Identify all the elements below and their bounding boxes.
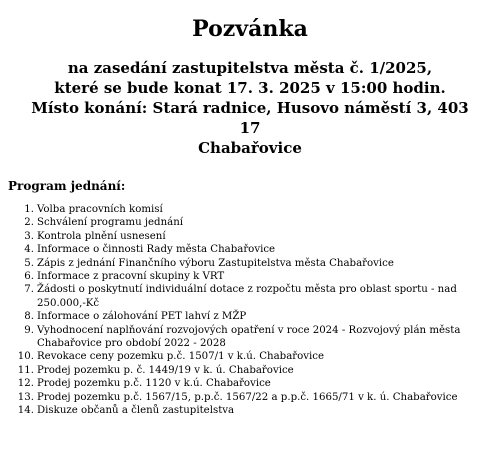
agenda-item-number: 10.: [17, 351, 34, 363]
agenda-item-text: Kontrola plnění usnesení: [37, 230, 166, 242]
meeting-details: [30, 58, 470, 158]
agenda-item: [24, 216, 490, 229]
agenda-item-number: 9.: [24, 324, 34, 336]
agenda-item: [24, 203, 490, 216]
meeting-details-line: které se bude konat 17. 3. 2025 v 15:00 hodin.: [54, 79, 446, 97]
document-title: Pozvánka: [192, 16, 308, 42]
agenda-item: [24, 243, 490, 256]
agenda-item-number: 7.: [24, 284, 34, 296]
agenda-item-number: 2.: [24, 217, 34, 229]
agenda-item-text: Zápis z jednání Finančního výboru Zastupitelstva města Chabařovice: [37, 257, 394, 269]
agenda-item-number: 14.: [17, 405, 34, 417]
agenda-item: [17, 404, 490, 417]
agenda-item-text: Prodej pozemku p.č. 1120 v k.ú. Chabařovice: [37, 378, 271, 390]
agenda-item-text: Diskuze občanů a členů zastupitelstva: [37, 405, 235, 417]
agenda-item-text: Volba pracovních komisí: [37, 204, 163, 215]
agenda-item-text: Vyhodnocení naplňování rozvojových opatření v roce 2024 - Rozvojový plán města Chabařovice pro období 2022 - 2028: [37, 324, 461, 350]
agenda-item-number: 1.: [24, 204, 34, 215]
agenda-item: [24, 310, 490, 323]
agenda-item-text: Žádosti o poskytnutí individuální dotace z rozpočtu města pro oblast sportu - nad 250.000,-Kč: [37, 284, 457, 309]
meeting-details-line: na zasedání zastupitelstva města č. 1/2025,: [67, 59, 433, 77]
agenda-item-text: Prodej pozemku p. č. 1449/19 v k. ú. Chabařovice: [37, 364, 294, 376]
agenda-item: [17, 350, 490, 363]
agenda-item-number: 12.: [17, 378, 34, 390]
agenda-item: [17, 364, 490, 377]
agenda-item-number: 6.: [24, 271, 34, 283]
agenda-item: [17, 377, 490, 390]
agenda-item-number: 4.: [24, 244, 34, 256]
agenda-item-number: 8.: [24, 311, 34, 323]
agenda-item-number: 13.: [17, 391, 34, 403]
program-heading: Program jednání:: [8, 179, 126, 193]
agenda-item-text: Prodej pozemku p.č. 1567/15, p.p.č. 1567/22 a p.p.č. 1665/71 v k. ú. Chabařovice: [37, 391, 458, 403]
agenda-item: [17, 391, 490, 404]
agenda-item-text: Schválení programu jednání: [37, 217, 184, 229]
agenda-item-number: 3.: [24, 230, 34, 242]
agenda-item-text: Informace o zálohování PET lahví z MŽP: [37, 311, 247, 323]
agenda-item-text: Revokace ceny pozemku p.č. 1507/1 v k.ú. Chabařovice: [37, 351, 325, 363]
agenda-item: [24, 270, 490, 283]
meeting-details-line: Místo konání: Stará radnice, Husovo náměstí 3, 403 17: [31, 99, 469, 137]
agenda-item-text: Informace o činnosti Rady města Chabařovice: [37, 244, 276, 256]
agenda-item-number: 5.: [24, 257, 34, 269]
agenda-item: [24, 283, 490, 310]
agenda-item: [24, 324, 490, 351]
meeting-details-line: Chabařovice: [198, 139, 302, 157]
agenda-item: [24, 257, 490, 270]
agenda-item-text: Informace z pracovní skupiny k VRT: [37, 271, 225, 283]
agenda-list: [0, 203, 490, 418]
agenda-item: [24, 230, 490, 243]
agenda-item-number: 11.: [17, 364, 34, 376]
